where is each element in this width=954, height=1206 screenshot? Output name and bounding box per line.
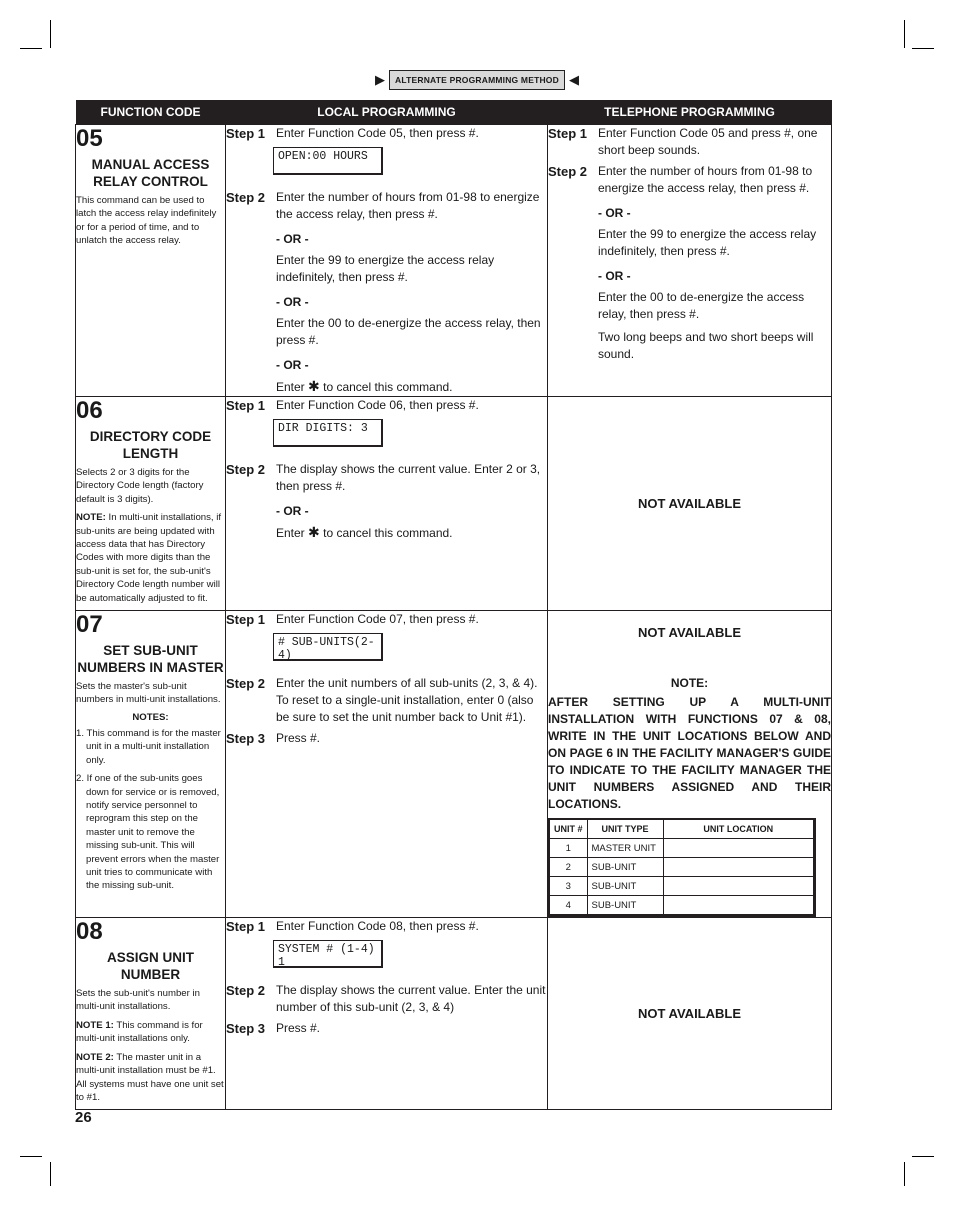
- function-note: NOTE 2: The master unit in a multi-unit installation must be #1. All systems must have one unit set to #1.: [76, 1051, 224, 1103]
- telephone-cell: [548, 125, 832, 397]
- crop-mark: [20, 48, 42, 49]
- step: Step 1 Enter Function Code 07, then press #.: [226, 612, 479, 628]
- function-name: SET SUB-UNIT NUMBERS IN MASTER: [77, 643, 224, 676]
- function-number: 07: [76, 611, 103, 639]
- function-description: Sets the master's sub-unit numbers in multi-unit installations.: [76, 681, 221, 706]
- arrow-left-icon: ◀: [568, 72, 579, 87]
- or-separator: - OR -: [276, 232, 309, 246]
- function-cell: [76, 125, 226, 397]
- step: Step 1 Enter Function Code 08, then press #.: [226, 919, 479, 935]
- not-available-label: NOT AVAILABLE: [637, 1006, 742, 1022]
- note-item: 2. If one of the sub-units goes down for service or is removed, notify service personnel to reprogram this step on the master unit to remove the missing sub-unit. This will prevent errors when the master unit tries to communicate with the missing sub-unit.: [76, 773, 220, 892]
- function-number: 08: [76, 918, 103, 946]
- unit-table-header: UNIT # UNIT TYPE UNIT LOCATION: [549, 819, 815, 839]
- step: Step 1 Enter Function Code 06, then press #.: [226, 398, 479, 413]
- step: Step 2 The display shows the current value. Enter 2 or 3, then press #.: [226, 462, 541, 493]
- step-text: Enter the 99 to energize the access relay indefinitely, then press #.: [598, 227, 817, 258]
- crop-mark: [912, 1156, 934, 1157]
- lcd-display: OPEN:00 HOURS: [273, 147, 383, 175]
- telephone-cell: [548, 918, 832, 1110]
- table-row: 3 SUB-UNIT: [549, 877, 815, 896]
- step: Step 3 Press #.: [226, 731, 321, 747]
- step-text: Two long beeps and two short beeps will sound.: [598, 330, 814, 361]
- col-local-programming: LOCAL PROGRAMMING: [226, 100, 548, 125]
- step-text: Enter the 00 to de-energize the access relay, then press #.: [598, 290, 805, 321]
- programming-table: [75, 100, 832, 1110]
- crop-mark: [50, 20, 51, 48]
- step: Step 2 Enter the number of hours from 01-98 to energize the access relay, then press #.: [226, 190, 540, 221]
- step: Step 2 The display shows the current value. Enter the unit number of this sub-unit (2, 3, & 4): [226, 983, 546, 1015]
- lcd-display: DIR DIGITS: 3: [273, 419, 383, 447]
- table-row: 1 MASTER UNIT: [549, 839, 815, 858]
- function-name: MANUAL ACCESS RELAY CONTROL: [91, 157, 210, 189]
- local-cell: [226, 125, 548, 397]
- step: Step 2 Enter the number of hours from 01-98 to energize the access relay, then press #.: [548, 164, 813, 195]
- section-tag: [0, 70, 954, 90]
- or-separator: - OR -: [276, 295, 309, 309]
- local-cell: [226, 918, 548, 1110]
- arrow-right-icon: ▶: [375, 72, 386, 87]
- function-description: Selects 2 or 3 digits for the Directory Code length (factory default is 3 digits).: [76, 467, 204, 505]
- telephone-cell: [548, 611, 832, 918]
- local-cell: [226, 397, 548, 611]
- notes-heading: NOTES:: [132, 711, 169, 723]
- section-tag-label: ALTERNATE PROGRAMMING METHOD: [389, 70, 565, 90]
- function-number: 06: [76, 397, 103, 424]
- step-text: Enter the 99 to energize the access relay indefinitely, then press #.: [276, 253, 495, 284]
- local-cell: [226, 611, 548, 918]
- note-heading: NOTE:: [670, 676, 709, 691]
- function-name: ASSIGN UNIT NUMBER: [106, 950, 194, 983]
- function-cell: [76, 918, 226, 1110]
- cancel-text: Enter ✱ to cancel this command.: [276, 524, 453, 540]
- lcd-display: SYSTEM # (1-4) 1: [273, 940, 383, 968]
- function-note: NOTE: In multi-unit installations, if sub-units are being updated with access data that has Directory Codes with more digits than the sub-unit is set for, the sub-unit's Directory Code length number will be automatically adjusted to fit.: [76, 512, 222, 604]
- or-separator: - OR -: [276, 358, 309, 372]
- table-row: [76, 611, 832, 918]
- function-cell: [76, 611, 226, 918]
- table-row: 2 SUB-UNIT: [549, 858, 815, 877]
- function-name: DIRECTORY CODE LENGTH: [89, 429, 212, 461]
- table-row: [76, 918, 832, 1110]
- crop-mark: [912, 48, 934, 49]
- step-text: Enter the 00 to de-energize the access relay, then press #.: [276, 316, 541, 347]
- function-number: 05: [76, 125, 103, 152]
- table-row: [76, 125, 832, 397]
- table-header-row: [76, 100, 832, 125]
- not-available-label: NOT AVAILABLE: [637, 625, 742, 641]
- step: Step 3 Press #.: [226, 1021, 321, 1037]
- page-number: 26: [75, 1109, 92, 1126]
- telephone-cell: [548, 397, 832, 611]
- note-text: AFTER SETTING UP A MULTI-UNIT INSTALLATION WITH FUNCTIONS 07 & 08, WRITE IN THE UNIT LOCATIONS BELOW AND ON PAGE 6 IN THE FACILITY MANAGER'S GUIDE TO INDICATE TO THE FACILITY MANAGER THE UNIT NUMBERS ASSIGNED AND THEIR LOCATIONS.: [548, 695, 831, 812]
- crop-mark: [50, 1162, 51, 1186]
- star-key-icon: ✱: [308, 378, 320, 394]
- col-telephone-programming: TELEPHONE PROGRAMMING: [548, 100, 832, 125]
- step: Step 1 Enter Function Code 05, then press #.: [226, 126, 479, 141]
- crop-mark: [20, 1156, 42, 1157]
- step: Step 2 Enter the unit numbers of all sub-units (2, 3, & 4). To reset to a single-unit installation, enter 0 (also be sure to set the unit number back to Unit #1).: [226, 676, 538, 725]
- or-separator: - OR -: [276, 504, 309, 518]
- table-row: [76, 397, 832, 611]
- unit-location-table: [548, 818, 816, 917]
- function-description: Sets the sub-unit's number in multi-unit installations.: [76, 988, 200, 1013]
- col-function-code: FUNCTION CODE: [76, 100, 226, 125]
- function-note: NOTE 1: This command is for multi-unit installations only.: [76, 1019, 203, 1045]
- table-row: 4 SUB-UNIT: [549, 896, 815, 916]
- function-description: This command can be used to latch the access relay indefinitely or for a period of time, and to unlatch the access relay.: [76, 195, 217, 247]
- crop-mark: [904, 20, 905, 48]
- star-key-icon: ✱: [308, 524, 320, 540]
- step: Step 1 Enter Function Code 05 and press #, one short beep sounds.: [548, 126, 818, 157]
- not-available-label: NOT AVAILABLE: [637, 496, 742, 512]
- note-item: 1. This command is for the master unit in a multi-unit installation only.: [76, 727, 221, 766]
- crop-mark: [904, 1162, 905, 1186]
- cancel-text: Enter ✱ to cancel this command.: [276, 378, 453, 394]
- or-separator: - OR -: [598, 206, 631, 220]
- or-separator: - OR -: [598, 269, 631, 283]
- function-cell: [76, 397, 226, 611]
- lcd-display: # SUB-UNITS(2-4): [273, 633, 383, 661]
